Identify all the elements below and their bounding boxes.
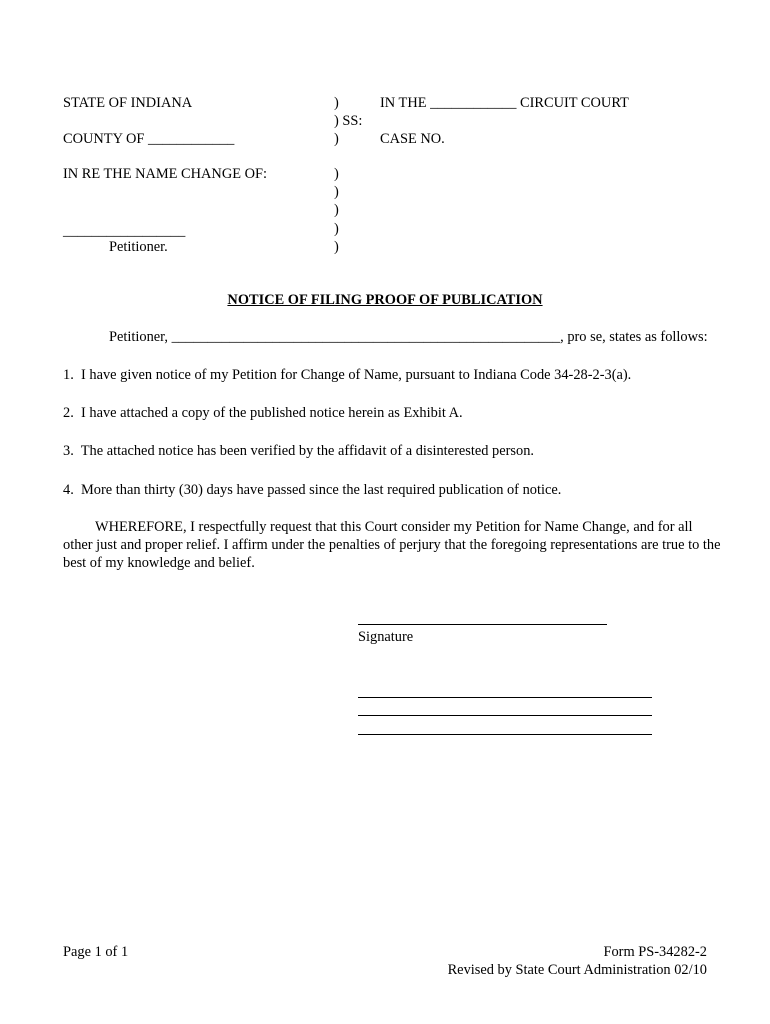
document-title: NOTICE OF FILING PROOF OF PUBLICATION (227, 292, 543, 308)
caption-paren: ) (334, 239, 339, 255)
caption-paren: ) (334, 95, 339, 111)
petitioner-label: Petitioner. (109, 239, 168, 255)
signature-label: Signature (358, 629, 414, 645)
item-2: 2. I have attached a copy of the published notice herein as Exhibit A. (63, 405, 463, 421)
in-re-label: IN RE THE NAME CHANGE OF: (63, 166, 267, 182)
item-4: 4. More than thirty (30) days have passed since the last required publication of notice. (63, 482, 562, 498)
address-line-3 (358, 734, 652, 735)
court-label: IN THE ____________ CIRCUIT COURT (380, 95, 629, 111)
county-label: COUNTY OF ____________ (63, 131, 235, 147)
wherefore-paragraph: WHEREFORE, I respectfully request that this Court consider my Petition for Name Change, and for all other just and proper relief. I affirm under the penalties of perjury that the foregoing representations are true to the best of my knowledge and belief. (63, 519, 721, 571)
signature-line (358, 624, 607, 625)
petitioner-blank: _________________ (63, 223, 186, 239)
address-line-2 (358, 715, 652, 716)
page-number: Page 1 of 1 (63, 944, 129, 960)
caption-paren: ) (334, 131, 339, 147)
revision-note: Revised by State Court Administration 02/10 (447, 962, 707, 978)
caption-paren: ) (334, 184, 339, 200)
caption-paren: ) (334, 202, 339, 218)
item-3: 3. The attached notice has been verified by the affidavit of a disinterested person. (63, 443, 534, 459)
caption-paren: ) (334, 221, 339, 237)
case-number-label: CASE NO. (380, 131, 445, 147)
form-number: Form PS-34282-2 (603, 944, 707, 960)
intro-line: Petitioner, ______________________________________________________, pro se, states as follows: (109, 329, 708, 345)
item-1: 1. I have given notice of my Petition for Change of Name, pursuant to Indiana Code 34-28-2-3(a). (63, 367, 632, 383)
caption-paren: ) (334, 166, 339, 182)
state-label: STATE OF INDIANA (63, 95, 193, 111)
ss-label: ) SS: (334, 113, 363, 129)
address-line-1 (358, 697, 652, 698)
